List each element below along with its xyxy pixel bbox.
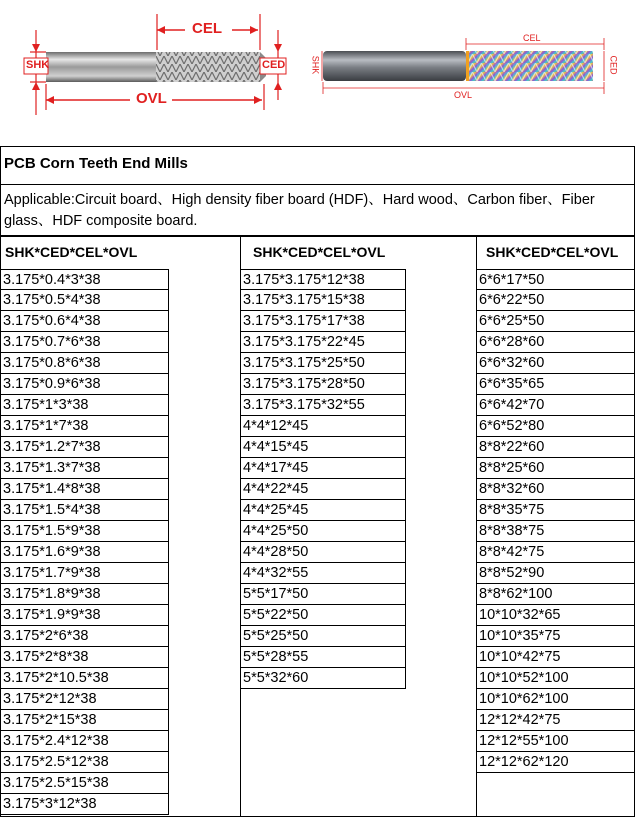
grid-line bbox=[0, 236, 635, 237]
spec-row: 3.175*0.8*6*38 bbox=[0, 353, 169, 374]
spec-row: 3.175*0.6*4*38 bbox=[0, 311, 169, 332]
spec-row: 6*6*52*80 bbox=[476, 416, 635, 437]
spec-row: 3.175*2*10.5*38 bbox=[0, 668, 169, 689]
spec-row: 3.175*0.9*6*38 bbox=[0, 374, 169, 395]
spec-row: 3.175*3.175*22*45 bbox=[240, 332, 406, 353]
spec-row: 6*6*17*50 bbox=[476, 269, 635, 290]
spec-row: 5*5*32*60 bbox=[240, 668, 406, 689]
spec-row: 3.175*1.8*9*38 bbox=[0, 584, 169, 605]
ovl-label-right: OVL bbox=[454, 90, 473, 100]
spec-row: 4*4*22*45 bbox=[240, 479, 406, 500]
spec-row: 8*8*62*100 bbox=[476, 584, 635, 605]
spec-row: 3.175*3.175*15*38 bbox=[240, 290, 406, 311]
spec-row: 3.175*2*8*38 bbox=[0, 647, 169, 668]
cel-label: CEL bbox=[192, 20, 222, 37]
spec-row: 3.175*3.175*17*38 bbox=[240, 311, 406, 332]
spec-row: 6*6*42*70 bbox=[476, 395, 635, 416]
spec-row: 4*4*12*45 bbox=[240, 416, 406, 437]
spec-row: 3.175*1.2*7*38 bbox=[0, 437, 169, 458]
spec-row: 10*10*62*100 bbox=[476, 689, 635, 710]
spec-row: 5*5*17*50 bbox=[240, 584, 406, 605]
spec-row: 3.175*1*7*38 bbox=[0, 416, 169, 437]
spec-row: 4*4*32*55 bbox=[240, 563, 406, 584]
applicable-text: Applicable:Circuit board、High density fiber board (HDF)、Hard wood、Carbon fiber、Fiber glass、HDF composite board. bbox=[4, 192, 595, 229]
spec-row: 4*4*15*45 bbox=[240, 437, 406, 458]
spec-row: 8*8*52*90 bbox=[476, 563, 635, 584]
spec-row: 12*12*62*120 bbox=[476, 752, 635, 773]
spec-row: 6*6*22*50 bbox=[476, 290, 635, 311]
shk-label-right: SHK bbox=[310, 55, 321, 75]
spec-row: 6*6*32*60 bbox=[476, 353, 635, 374]
spec-row: 6*6*35*65 bbox=[476, 374, 635, 395]
right-end-mill bbox=[322, 38, 604, 94]
spec-row: 3.175*1.4*8*38 bbox=[0, 479, 169, 500]
column-header: SHK*CED*CEL*OVL bbox=[486, 244, 619, 260]
spec-row: 3.175*3.175*32*55 bbox=[240, 395, 406, 416]
spec-row: 3.175*1.3*7*38 bbox=[0, 458, 169, 479]
spec-row: 3.175*0.5*4*38 bbox=[0, 290, 169, 311]
spec-row: 10*10*52*100 bbox=[476, 668, 635, 689]
spec-row: 12*12*42*75 bbox=[476, 710, 635, 731]
title-row bbox=[0, 147, 635, 185]
spec-row: 3.175*2.5*15*38 bbox=[0, 773, 169, 794]
ced-label-right: CED bbox=[608, 55, 619, 75]
spec-row: 3.175*1.9*9*38 bbox=[0, 605, 169, 626]
spec-row: 8*8*35*75 bbox=[476, 500, 635, 521]
spec-row: 10*10*35*75 bbox=[476, 626, 635, 647]
grid-line bbox=[0, 146, 1, 817]
spec-row: 3.175*3.175*28*50 bbox=[240, 374, 406, 395]
spec-row: 4*4*25*45 bbox=[240, 500, 406, 521]
spec-row: 3.175*3.175*25*50 bbox=[240, 353, 406, 374]
spec-row: 4*4*17*45 bbox=[240, 458, 406, 479]
spec-row: 4*4*28*50 bbox=[240, 542, 406, 563]
spec-row: 4*4*25*50 bbox=[240, 521, 406, 542]
spec-row: 3.175*1.5*9*38 bbox=[0, 521, 169, 542]
spec-row: 5*5*22*50 bbox=[240, 605, 406, 626]
spec-row: 3.175*2.5*12*38 bbox=[0, 752, 169, 773]
spec-row: 3.175*3*12*38 bbox=[0, 794, 169, 815]
spec-row: 6*6*28*60 bbox=[476, 332, 635, 353]
spec-row: 8*8*22*60 bbox=[476, 437, 635, 458]
spec-row: 10*10*32*65 bbox=[476, 605, 635, 626]
spec-row: 3.175*1.5*4*38 bbox=[0, 500, 169, 521]
spec-row: 5*5*28*55 bbox=[240, 647, 406, 668]
page-title: PCB Corn Teeth End Mills bbox=[4, 155, 188, 172]
ovl-label: OVL bbox=[136, 90, 167, 107]
applicable-row bbox=[0, 184, 635, 236]
grid-line bbox=[240, 236, 241, 817]
spec-row: 6*6*25*50 bbox=[476, 311, 635, 332]
dimension-diagram bbox=[0, 0, 635, 147]
spec-row: 8*8*32*60 bbox=[476, 479, 635, 500]
spec-row: 10*10*42*75 bbox=[476, 647, 635, 668]
spec-row: 8*8*42*75 bbox=[476, 542, 635, 563]
spec-row: 3.175*2.4*12*38 bbox=[0, 731, 169, 752]
cel-label-right: CEL bbox=[523, 33, 541, 43]
spec-row: 3.175*1.6*9*38 bbox=[0, 542, 169, 563]
spec-row: 3.175*2*15*38 bbox=[0, 710, 169, 731]
shk-label: SHK bbox=[26, 59, 50, 71]
grid-line bbox=[476, 236, 477, 817]
spec-row: 8*8*25*60 bbox=[476, 458, 635, 479]
spec-row: 3.175*2*12*38 bbox=[0, 689, 169, 710]
spec-row: 8*8*38*75 bbox=[476, 521, 635, 542]
spec-row: 3.175*3.175*12*38 bbox=[240, 269, 406, 290]
spec-row: 3.175*2*6*38 bbox=[0, 626, 169, 647]
spec-row: 3.175*1*3*38 bbox=[0, 395, 169, 416]
spec-row: 3.175*1.7*9*38 bbox=[0, 563, 169, 584]
spec-row: 5*5*25*50 bbox=[240, 626, 406, 647]
spec-row: 3.175*0.4*3*38 bbox=[0, 269, 169, 290]
spec-row: 12*12*55*100 bbox=[476, 731, 635, 752]
column-header: SHK*CED*CEL*OVL bbox=[253, 244, 386, 260]
column-header: SHK*CED*CEL*OVL bbox=[5, 244, 138, 260]
ced-label: CED bbox=[262, 59, 286, 71]
spec-row: 3.175*0.7*6*38 bbox=[0, 332, 169, 353]
